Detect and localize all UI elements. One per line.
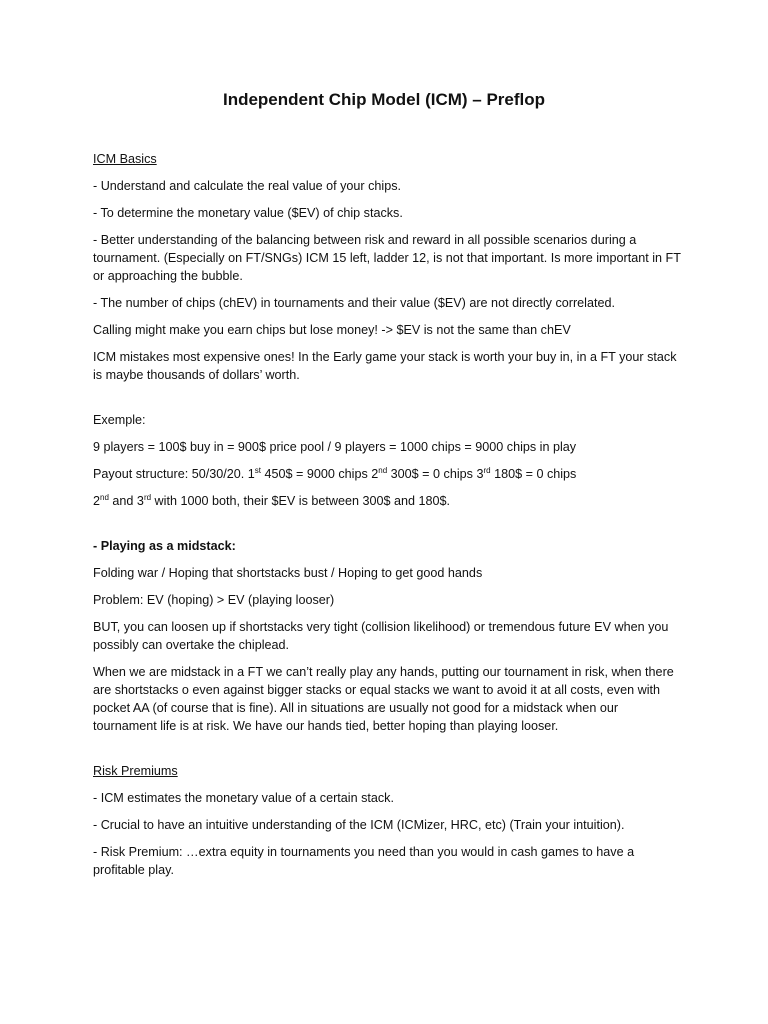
ordinal-suffix: nd [100,492,109,502]
icm-basics-heading: ICM Basics [93,152,157,166]
ev-text-c: with 1000 both, their $EV is between 300$ and 180$. [151,494,451,508]
risk-premiums-paragraph-3: - Risk Premium: …extra equity in tournaments you need than you would in cash games to have a profitable play. [93,845,635,877]
payout-text-b: 450$ = 9000 chips 2 [260,467,379,481]
ev-text-b: and 3 [108,494,144,508]
risk-premiums-paragraph-1: - ICM estimates the monetary value of a certain stack. [93,791,394,805]
midstack-paragraph-3: BUT, you can loosen up if shortstacks very tight (collision likelihood) or tremendous future EV when you possibly can overtake the chiplead. [93,620,669,652]
icm-basics-paragraph-6: ICM mistakes most expensive ones! In the Early game your stack is worth your buy in, in a FT your stack is maybe thousands of dollars’ worth. [93,350,677,382]
icm-basics-paragraph-5: Calling might make you earn chips but lose money! -> $EV is not the same than chEV [93,323,571,337]
payout-text-d: 180$ = 0 chips [490,467,577,481]
icm-basics-paragraph-2: - To determine the monetary value ($EV) of chip stacks. [93,206,403,220]
ordinal-suffix: rd [483,465,491,475]
document-body [93,150,683,888]
midstack-paragraph-4: When we are midstack in a FT we can’t really play any hands, putting our tournament in risk, when there are shortstacks o even against bigger stacks or equal stacks we want to avoid it at all costs, even with pocket AA (of course that is fine). All in situations are usually not good for a midstack when our tournament life is at risk. We have our hands tied, better hoping than playing looser. [93,665,674,733]
payout-text-a: Payout structure: 50/30/20. 1 [93,467,255,481]
section-spacer [93,519,683,537]
section-spacer [93,744,683,762]
ev-text-a: 2 [93,494,101,508]
risk-premiums-paragraph-2: - Crucial to have an intuitive understanding of the ICM (ICMizer, HRC, etc) (Train your intuition). [93,818,625,832]
example-line-3 [93,492,683,510]
ordinal-suffix: st [254,465,261,475]
example-heading: Exemple: [93,413,146,427]
payout-text-c: 300$ = 0 chips 3 [387,467,484,481]
midstack-paragraph-1: Folding war / Hoping that shortstacks bust / Hoping to get good hands [93,566,483,580]
midstack-paragraph-2: Problem: EV (hoping) > EV (playing looser) [93,593,335,607]
ordinal-suffix: nd [378,465,388,475]
ordinal-suffix: rd [143,492,152,502]
document-title: Independent Chip Model (ICM) – Preflop [222,90,546,109]
icm-basics-paragraph-3: - Better understanding of the balancing between risk and reward in all possible scenarios during a tournament. (Especially on FT/SNGs) ICM 15 left, ladder 12, is not that important. Is more important in FT or approaching the bubble. [93,233,681,283]
example-line-1: 9 players = 100$ buy in = 900$ price pool / 9 players = 1000 chips = 9000 chips in play [93,440,577,454]
icm-basics-paragraph-4: - The number of chips (chEV) in tournaments and their value ($EV) are not directly correlated. [93,296,615,310]
midstack-heading: - Playing as a midstack: [93,539,236,553]
example-line-2 [93,465,683,483]
icm-basics-paragraph-1: - Understand and calculate the real value of your chips. [93,179,402,193]
risk-premiums-heading: Risk Premiums [93,764,178,778]
section-spacer [93,393,683,411]
